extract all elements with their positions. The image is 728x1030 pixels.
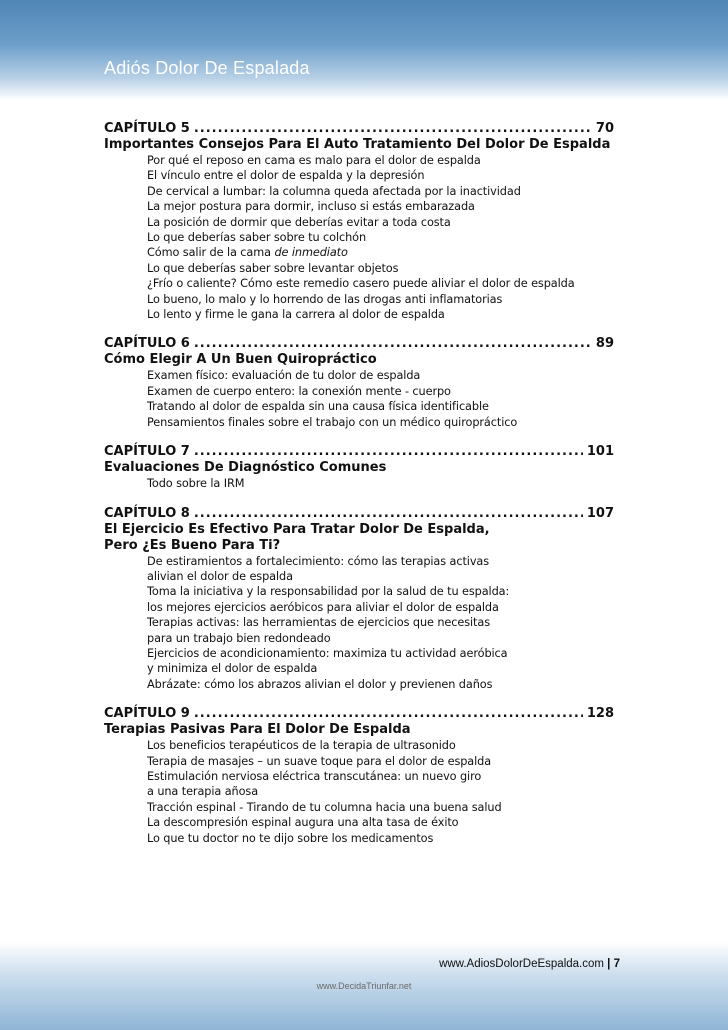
toc-entry: Tracción espinal - Tirando de tu columna hacia una buena salud <box>147 800 502 814</box>
chapter-label: CAPÍTULO 8 <box>104 505 190 521</box>
toc-entry: El vínculo entre el dolor de espalda y la depresión <box>147 169 425 183</box>
dot-leader <box>194 444 583 460</box>
chapter-label: CAPÍTULO 6 <box>104 336 190 352</box>
header-band <box>0 0 728 100</box>
chapter-title-line-2: Pero ¿Es Bueno Para Ti? <box>104 537 281 553</box>
chapter-title: El Ejercicio Es Efectivo Para Tratar Dolor De Espalda, <box>104 521 490 537</box>
footer <box>439 958 620 970</box>
toc-entry: Pensamientos finales sobre el trabajo con un médico quiropráctico <box>147 415 518 429</box>
toc-entry: De cervical a lumbar: la columna queda afectada por la inactividad <box>147 184 521 198</box>
chapter-page-number: 107 <box>586 505 614 521</box>
chapter-page-number: 128 <box>586 706 614 722</box>
chapter-page-number: 89 <box>595 336 614 352</box>
chapter-page-number: 70 <box>595 121 614 136</box>
toc-entry: Terapias activas: las herramientas de ejercicios que necesitas <box>147 616 490 630</box>
toc-entry: Abrázate: cómo los abrazos alivian el dolor y previenen daños <box>147 677 493 691</box>
toc-entry: alivian el dolor de espalda <box>147 569 293 583</box>
chapter-7 <box>104 444 614 491</box>
toc-entry: Por qué el reposo en cama es malo para el dolor de espalda <box>147 154 481 167</box>
chapter-entries <box>104 368 614 430</box>
chapter-page-number: 101 <box>586 444 614 460</box>
toc-entry: La posición de dormir que deberías evitar a toda costa <box>147 215 451 229</box>
watermark: www.DecidaTriunfar.net <box>316 981 412 991</box>
toc-entry: ¿Frío o caliente? Cómo este remedio casero puede aliviar el dolor de espalda <box>147 277 575 291</box>
toc-entry: Todo sobre la IRM <box>147 477 245 491</box>
chapter-label: CAPÍTULO 7 <box>104 444 190 460</box>
dot-leader <box>194 506 583 522</box>
toc-entry: para un trabajo bien redondeado <box>147 631 331 645</box>
dot-leader <box>194 336 592 352</box>
chapter-title: Evaluaciones De Diagnóstico Comunes <box>104 460 387 476</box>
toc-entry: a una terapia añosa <box>147 785 259 799</box>
toc-entry: La descompresión espinal augura una alta tasa de éxito <box>147 816 459 830</box>
toc-entry: Lo bueno, lo malo y lo horrendo de las drogas anti inflamatorias <box>147 292 503 306</box>
toc-entry: Lo que deberías saber sobre tu colchón <box>147 231 367 245</box>
toc-entry: Los beneficios terapéuticos de la terapia de ultrasonido <box>147 739 456 753</box>
chapter-entries <box>104 476 614 491</box>
chapter-entries <box>104 554 614 693</box>
footer-separator: | <box>607 958 611 970</box>
chapter-heading-line <box>104 706 614 722</box>
chapter-heading-line <box>104 506 614 522</box>
toc-entry: Lo que tu doctor no te dijo sobre los medicamentos <box>147 831 434 845</box>
chapter-label: CAPÍTULO 9 <box>104 706 190 722</box>
toc-entry: Tratando al dolor de espalda sin una causa física identificable <box>147 400 489 414</box>
toc-entry-text: Cómo salir de la cama <box>147 246 275 260</box>
document-title: Adiós Dolor De Espalada <box>104 58 310 78</box>
toc-entry: y minimiza el dolor de espalda <box>147 662 318 676</box>
table-of-contents <box>104 121 614 860</box>
toc-entry: Estimulación nerviosa eléctrica transcutánea: un nuevo giro <box>147 769 482 783</box>
footer-page-number: 7 <box>613 958 620 970</box>
chapter-entries <box>104 153 614 322</box>
toc-entry: los mejores ejercicios aeróbicos para aliviar el dolor de espalda <box>147 600 499 614</box>
toc-entry: Terapia de masajes – un suave toque para el dolor de espalda <box>147 754 492 768</box>
toc-entry: Examen físico: evaluación de tu dolor de espalda <box>147 369 421 383</box>
chapter-9 <box>104 706 614 846</box>
toc-entry: Lo lento y firme le gana la carrera al dolor de espalda <box>147 308 445 322</box>
toc-entry: Lo que deberías saber sobre levantar objetos <box>147 261 399 275</box>
toc-entry <box>147 245 614 260</box>
footer-website-link[interactable]: www.AdiosDolorDeEspalda.com <box>439 958 604 970</box>
chapter-label: CAPÍTULO 5 <box>104 121 190 136</box>
chapter-title: Cómo Elegir A Un Buen Quiropráctico <box>104 352 377 368</box>
dot-leader <box>194 121 592 137</box>
chapter-5 <box>104 121 614 322</box>
dot-leader <box>194 706 583 722</box>
chapter-6 <box>104 336 614 430</box>
toc-entry: Toma la iniciativa y la responsabilidad por la salud de tu espalda: <box>147 585 510 599</box>
chapter-title: Importantes Consejos Para El Auto Tratamiento Del Dolor De Espalda <box>104 137 611 152</box>
chapter-title: Terapias Pasivas Para El Dolor De Espalda <box>104 722 411 738</box>
toc-entry-italic: de inmediato <box>274 246 348 260</box>
toc-entry: Ejercicios de acondicionamiento: maximiza tu actividad aeróbica <box>147 646 508 660</box>
toc-entry: La mejor postura para dormir, incluso si estás embarazada <box>147 200 475 214</box>
toc-entry: De estiramientos a fortalecimiento: cómo las terapias activas <box>147 554 490 568</box>
chapter-8 <box>104 506 614 693</box>
chapter-entries <box>104 738 614 846</box>
toc-entry: Examen de cuerpo entero: la conexión mente - cuerpo <box>147 384 451 398</box>
chapter-heading-line <box>104 121 614 137</box>
chapter-heading-line <box>104 336 614 352</box>
chapter-heading-line <box>104 444 614 460</box>
